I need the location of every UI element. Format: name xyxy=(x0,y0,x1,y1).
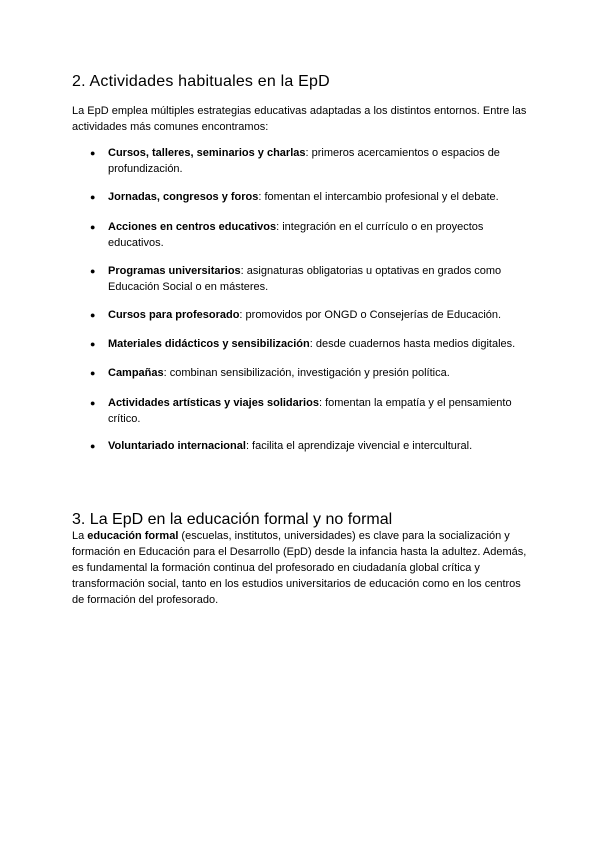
bullet-icon: ● xyxy=(90,266,96,276)
formal-education-term: educación formal xyxy=(87,530,179,542)
paragraph-start: La xyxy=(72,530,88,542)
item-bold-label: Acciones en centros educativos xyxy=(108,221,277,233)
item-bold-label: Cursos, talleres, seminarios y charlas xyxy=(108,147,306,159)
bullet-icon: ● xyxy=(90,339,96,349)
item-description: : asignaturas obligatorias u optativas en grados como Educación Social o en másteres. xyxy=(108,265,502,293)
item-description: : facilita el aprendizaje vivencial e intercultural. xyxy=(245,440,473,452)
item-description: : combinan sensibilización, investigación y presión política. xyxy=(163,367,450,379)
paragraph-rest: (escuelas, institutos, universidades) es clave para la socialización y formación en Educación para el Desarrollo (EpD) desde la infancia hasta la adultez. Además, es fundamental la formación continua del profesorado en ciudadanía global crítica y transformación social, tanto en los estudios universitarios de educación como en los centros de formación del profesorado. xyxy=(72,530,527,606)
section-2-heading: 2. Actividades habituales en la EpD xyxy=(72,73,330,90)
bullet-icon: ● xyxy=(90,398,96,408)
section-3-paragraph xyxy=(72,528,528,608)
item-description: : promovidos por ONGD o Consejerías de Educación. xyxy=(239,309,502,321)
item-bold-label: Campañas xyxy=(108,367,164,379)
item-description: : integración en el currículo o en proyectos educativos. xyxy=(108,221,484,249)
item-description: : primeros acercamientos o espacios de profundización. xyxy=(108,147,500,175)
item-bold-label: Actividades artísticas y viajes solidarios xyxy=(108,397,319,409)
section-3-heading: 3. La EpD en la educación formal y no formal xyxy=(72,511,393,528)
bullet-icon: ● xyxy=(90,368,96,378)
bullet-icon: ● xyxy=(90,148,96,158)
bullet-icon: ● xyxy=(90,192,96,202)
item-description: : fomentan el intercambio profesional y el debate. xyxy=(258,191,499,203)
bullet-icon: ● xyxy=(90,441,96,451)
item-description: : fomentan la empatía y el pensamiento crítico. xyxy=(108,397,512,425)
item-bold-label: Cursos para profesorado xyxy=(108,309,240,321)
item-bold-label: Materiales didácticos y sensibilización xyxy=(108,338,310,350)
bullet-icon: ● xyxy=(90,310,96,320)
item-description: : desde cuadernos hasta medios digitales. xyxy=(309,338,516,350)
item-bold-label: Jornadas, congresos y foros xyxy=(108,191,259,203)
item-bold-label: Programas universitarios xyxy=(108,265,241,277)
item-bold-label: Voluntariado internacional xyxy=(108,440,246,452)
bullet-icon: ● xyxy=(90,222,96,232)
section-2-intro: La EpD emplea múltiples estrategias educativas adaptadas a los distintos entornos. Entre las actividades más comunes encontramos: xyxy=(72,105,527,133)
